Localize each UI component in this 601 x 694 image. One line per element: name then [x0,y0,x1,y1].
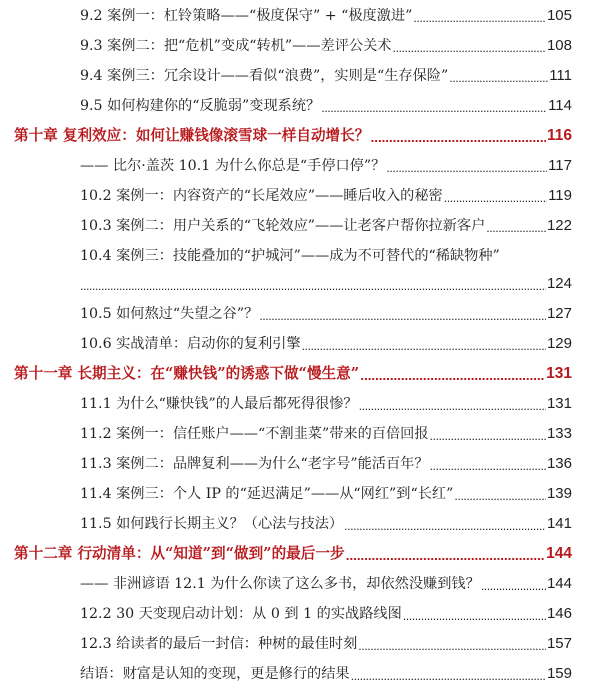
section-title: 10.6 实战清单：启动你的复利引擎 [80,336,301,352]
page-number: 124 [546,275,572,292]
page-number: 127 [546,305,572,322]
dot-leader [80,276,546,297]
toc-entry-row[interactable] [0,3,601,29]
section-line [80,391,572,417]
section-title: 10.4 案例三：技能叠加的“护城河”——成为不可替代的“稀缺物种” [80,248,500,264]
toc-entry-row[interactable] [0,63,601,89]
section-line [80,213,572,239]
page-number: 119 [548,187,572,204]
section-line [80,183,572,209]
page-number: 144 [546,545,572,562]
page-number: 139 [546,485,572,502]
chapter-heading [14,123,572,149]
dot-leader [481,576,546,597]
toc-entry-row[interactable] [0,153,601,179]
dot-leader [360,366,545,387]
page-number: 131 [546,365,572,382]
section-line [80,421,572,447]
section-title: —— 比尔·盖茨 10.1 为什么你总是“手停口停”？ [80,158,386,174]
section-title: 9.3 案例二：把“危机”变成“转机”——差评公关术 [80,38,392,54]
section-title: 9.4 案例三：冗余设计——看似“浪费”，实则是“生存保险” [80,68,449,84]
section-line [80,3,572,29]
section-title: 结语：财富是认知的变现，更是修行的结果 [80,666,350,682]
dot-leader [430,456,546,477]
chapter-heading [14,361,572,387]
chapter-title: 第十二章 行动清单：从“知道”到“做到”的最后一步 [14,545,345,562]
section-line [80,451,572,477]
section-title: 12.2 30 天变现启动计划：从 0 到 1 的实战路线图 [80,606,402,622]
section-title: —— 非洲谚语 12.1 为什么你读了这么多书，却依然没赚到钱？ [80,576,480,592]
toc-entry-row[interactable] [0,601,601,627]
section-line [80,601,572,627]
dot-leader [302,336,546,357]
toc-entry-row[interactable] [0,391,601,417]
chapter-title: 第十一章 长期主义：在“赚快钱”的诱惑下做“慢生意” [14,365,360,382]
section-line [80,93,572,119]
section-title: 11.4 案例三：个人 IP 的“延迟满足”——从“网红”到“长红” [80,486,454,502]
toc-entry-row[interactable] [0,481,601,507]
toc-entry-row[interactable] [0,421,601,447]
section-line [80,301,572,327]
dot-leader [359,396,546,417]
toc-chapter-row[interactable] [0,541,601,567]
chapter-title: 第十章 复利效应：如何让赚钱像滚雪球一样自动增长？ [14,127,370,144]
page-number: 116 [546,127,572,144]
section-line [80,243,572,269]
dot-leader [259,306,546,327]
section-line [80,63,572,89]
toc-entry-row[interactable] [0,661,601,687]
section-line [80,661,572,687]
dot-leader [413,8,546,29]
section-title: 11.2 案例一：信任账户——“不割韭菜”带来的百倍回报 [80,426,429,442]
page-number: 146 [546,605,572,622]
toc-entry-row[interactable] [0,631,601,657]
section-line [80,271,572,297]
page-number: 122 [546,217,572,234]
page-number: 131 [546,395,572,412]
page-number: 117 [548,157,572,174]
dot-leader [454,486,546,507]
section-title: 10.3 案例二：用户关系的“飞轮效应”——让老客户帮你拉新客户 [80,218,486,234]
page-number: 111 [549,67,572,84]
section-title: 12.3 给读者的最后一封信：种树的最佳时刻 [80,636,358,652]
toc-entry-row[interactable] [0,571,601,597]
dot-leader [358,636,546,657]
page-number: 105 [546,7,572,24]
section-line [80,153,572,179]
page-number: 114 [548,97,572,114]
page-number: 157 [546,635,572,652]
dot-leader [449,68,548,89]
toc-entry-row[interactable] [0,301,601,327]
dot-leader [430,426,546,447]
dot-leader [403,606,546,627]
dot-leader [351,666,546,687]
dot-leader [370,128,546,149]
dot-leader [344,516,546,537]
section-line [80,511,572,537]
page-number: 141 [546,515,572,532]
dot-leader [346,546,546,567]
section-title: 11.3 案例二：品牌复利——为什么“老字号”能活百年？ [80,456,429,472]
section-title: 11.5 如何践行长期主义？（心法与技法） [80,516,344,532]
section-title: 10.5 如何熬过“失望之谷”？ [80,306,259,322]
toc-entry-row[interactable] [0,33,601,59]
toc-entry-row[interactable] [0,243,601,269]
chapter-heading [14,541,572,567]
toc-entry-row[interactable] [0,331,601,357]
section-line [80,33,572,59]
section-line [80,481,572,507]
section-line [80,631,572,657]
page-number: 108 [546,37,572,54]
dot-leader [321,98,547,119]
toc-entry-row[interactable] [0,213,601,239]
page-number: 136 [546,455,572,472]
page-number: 144 [546,575,572,592]
dot-leader [444,188,547,209]
section-title: 10.2 案例一：内容资产的“长尾效应”——睡后收入的秘密 [80,188,443,204]
page-number: 129 [546,335,572,352]
toc-entry-row[interactable] [0,451,601,477]
section-title: 9.5 如何构建你的“反脆弱”变现系统？ [80,98,321,114]
section-title: 9.2 案例一：杠铃策略——“极度保守” + “极度激进” [80,8,413,24]
toc-entry-row[interactable] [0,271,601,297]
dot-leader [486,218,546,239]
section-line [80,331,572,357]
dot-leader [386,158,547,179]
toc-entry-row[interactable] [0,183,601,209]
section-line [80,571,572,597]
toc-chapter-row[interactable] [0,123,601,149]
toc-entry-row[interactable] [0,93,601,119]
dot-leader [392,38,546,59]
section-title: 11.1 为什么“赚快钱”的人最后都死得很惨？ [80,396,358,412]
toc-entry-row[interactable] [0,511,601,537]
page-number: 133 [546,425,572,442]
toc-chapter-row[interactable] [0,361,601,387]
page-number: 159 [546,665,572,682]
